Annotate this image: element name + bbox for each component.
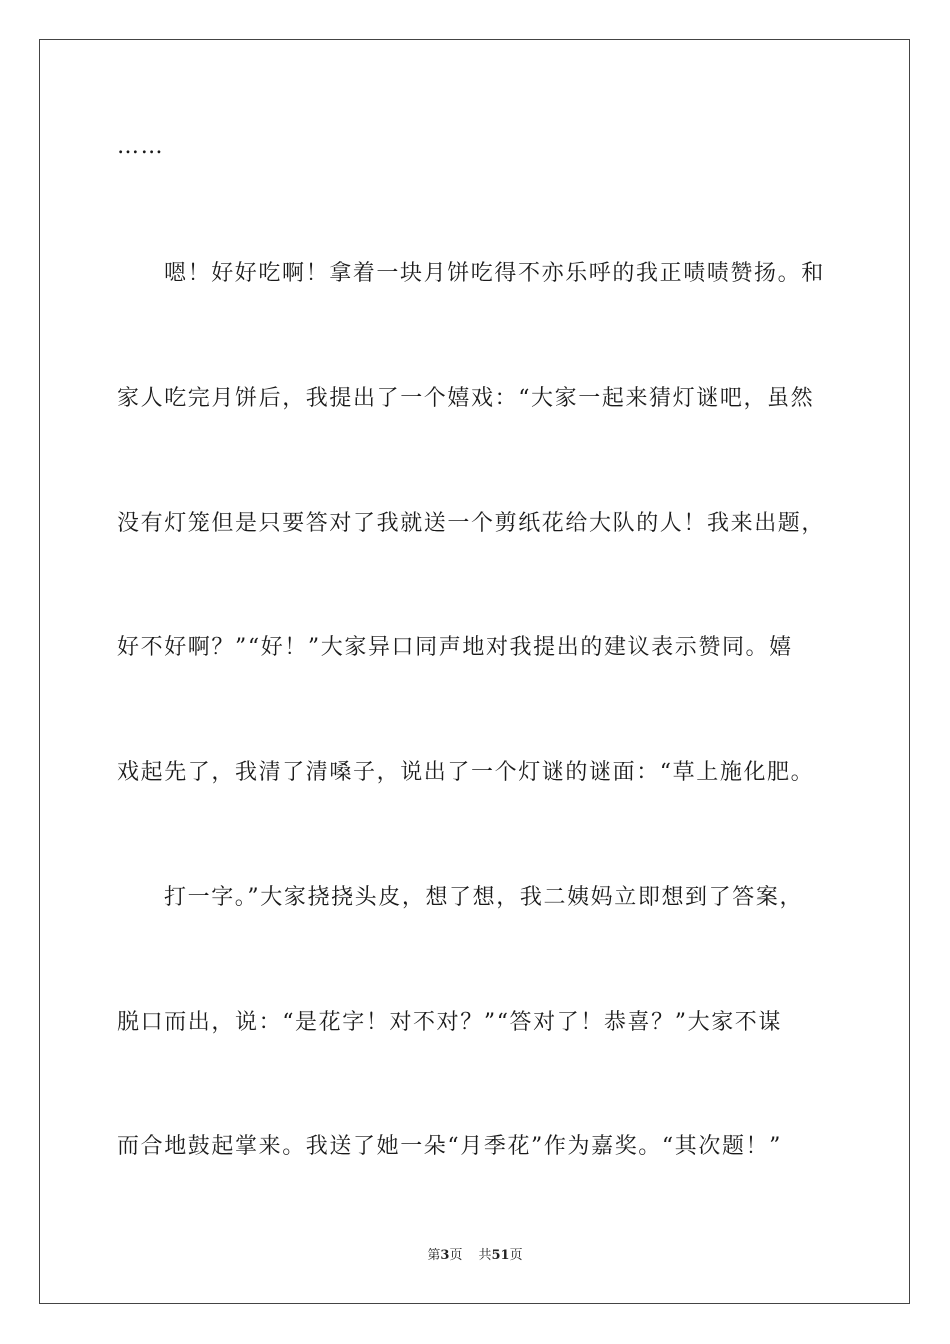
paragraph-line-6: 打一字。”大家挠挠头皮，想了想，我二姨妈立即想到了答案， bbox=[164, 885, 804, 910]
paragraph-line-4: 好不好啊？”“好！”大家异口同声地对我提出的建议表示赞同。嬉 bbox=[117, 635, 793, 660]
paragraph-line-5: 戏起先了，我清了清嗓子，说出了一个灯谜的谜面：“草上施化肥。 bbox=[117, 760, 815, 785]
current-page-number: 3 bbox=[440, 1248, 450, 1263]
total-prefix: 共 bbox=[478, 1248, 492, 1263]
text-line-ellipsis: …… bbox=[117, 134, 165, 159]
paragraph-line-2: 家人吃完月饼后，我提出了一个嬉戏：“大家一起来猜灯谜吧，虽然 bbox=[117, 386, 815, 411]
paragraph-line-1: 嗯！好好吃啊！拿着一块月饼吃得不亦乐呼的我正啧啧赞扬。和 bbox=[164, 261, 825, 286]
total-unit: 页 bbox=[509, 1248, 523, 1263]
page-unit: 页 bbox=[449, 1248, 463, 1263]
total-page-count: 51 bbox=[491, 1248, 510, 1263]
paragraph-line-8: 而合地鼓起掌来。我送了她一朵“月季花”作为嘉奖。“其次题！” bbox=[117, 1134, 782, 1159]
page-prefix: 第 bbox=[427, 1248, 441, 1263]
paragraph-line-3: 没有灯笼但是只要答对了我就送一个剪纸花给大队的人！我来出题， bbox=[117, 511, 826, 536]
page-border bbox=[39, 39, 910, 1304]
page-footer bbox=[0, 1248, 950, 1264]
paragraph-line-7: 脱口而出，说：“是花字！对不对？”“答对了！恭喜？”大家不谋 bbox=[117, 1010, 782, 1035]
